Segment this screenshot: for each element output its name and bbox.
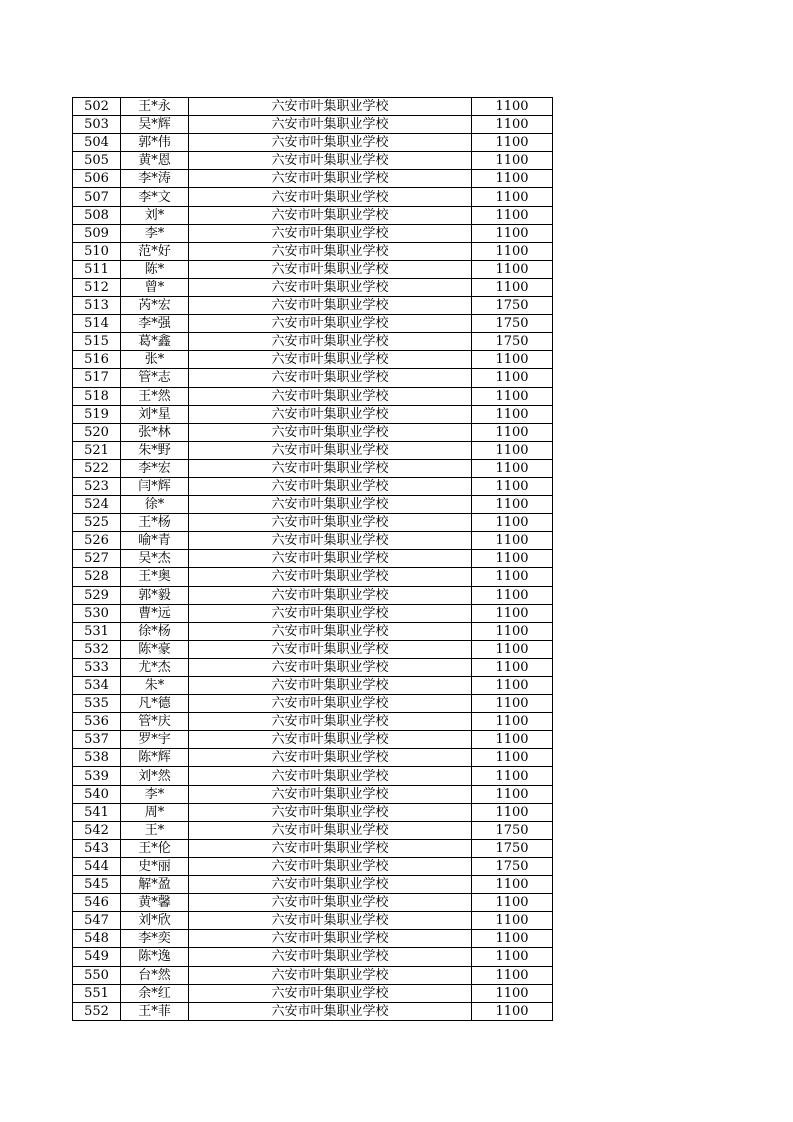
school-name-cell: 六安市叶集职业学校 — [189, 369, 472, 387]
row-number-cell: 543 — [73, 839, 121, 857]
student-name-cell: 吴*辉 — [121, 116, 189, 134]
amount-cell: 1100 — [472, 532, 553, 550]
table-row — [73, 695, 553, 713]
table-row — [73, 224, 553, 242]
school-name-cell: 六安市叶集职业学校 — [189, 876, 472, 894]
table-row — [73, 857, 553, 875]
amount-cell: 1100 — [472, 713, 553, 731]
table-row — [73, 1002, 553, 1020]
row-number-cell: 541 — [73, 803, 121, 821]
table-row — [73, 568, 553, 586]
school-name-cell: 六安市叶集职业学校 — [189, 224, 472, 242]
row-number-cell: 506 — [73, 170, 121, 188]
student-name-cell: 王*奥 — [121, 568, 189, 586]
amount-cell: 1100 — [472, 948, 553, 966]
student-name-cell: 史*丽 — [121, 857, 189, 875]
row-number-cell: 508 — [73, 206, 121, 224]
school-name-cell: 六安市叶集职业学校 — [189, 297, 472, 315]
school-name-cell: 六安市叶集职业学校 — [189, 677, 472, 695]
row-number-cell: 509 — [73, 224, 121, 242]
table-row — [73, 966, 553, 984]
school-name-cell: 六安市叶集职业学校 — [189, 984, 472, 1002]
student-name-cell: 徐* — [121, 496, 189, 514]
table-row — [73, 640, 553, 658]
student-name-cell: 刘*然 — [121, 767, 189, 785]
row-number-cell: 528 — [73, 568, 121, 586]
student-name-cell: 管*庆 — [121, 713, 189, 731]
school-name-cell: 六安市叶集职业学校 — [189, 405, 472, 423]
amount-cell: 1100 — [472, 604, 553, 622]
school-name-cell: 六安市叶集职业学校 — [189, 767, 472, 785]
row-number-cell: 540 — [73, 785, 121, 803]
row-number-cell: 535 — [73, 695, 121, 713]
table-row — [73, 351, 553, 369]
row-number-cell: 531 — [73, 622, 121, 640]
school-name-cell: 六安市叶集职业学校 — [189, 278, 472, 296]
table-row — [73, 188, 553, 206]
table-row — [73, 387, 553, 405]
table-row — [73, 423, 553, 441]
school-name-cell: 六安市叶集职业学校 — [189, 188, 472, 206]
student-name-cell: 刘*星 — [121, 405, 189, 423]
school-name-cell: 六安市叶集职业学校 — [189, 568, 472, 586]
school-name-cell: 六安市叶集职业学校 — [189, 514, 472, 532]
row-number-cell: 513 — [73, 297, 121, 315]
amount-cell: 1100 — [472, 731, 553, 749]
school-name-cell: 六安市叶集职业学校 — [189, 731, 472, 749]
student-name-cell: 王*然 — [121, 387, 189, 405]
row-number-cell: 539 — [73, 767, 121, 785]
student-name-cell: 李*宏 — [121, 459, 189, 477]
student-name-cell: 陈*豪 — [121, 640, 189, 658]
school-name-cell: 六安市叶集职业学校 — [189, 206, 472, 224]
student-name-cell: 刘* — [121, 206, 189, 224]
row-number-cell: 537 — [73, 731, 121, 749]
student-name-cell: 王* — [121, 821, 189, 839]
amount-cell: 1100 — [472, 152, 553, 170]
table-row — [73, 622, 553, 640]
student-name-cell: 李* — [121, 785, 189, 803]
amount-cell: 1100 — [472, 387, 553, 405]
student-name-cell: 朱*野 — [121, 441, 189, 459]
table-row — [73, 821, 553, 839]
amount-cell: 1100 — [472, 749, 553, 767]
row-number-cell: 510 — [73, 242, 121, 260]
table-row — [73, 984, 553, 1002]
amount-cell: 1100 — [472, 568, 553, 586]
row-number-cell: 533 — [73, 658, 121, 676]
table-row — [73, 242, 553, 260]
student-name-cell: 刘*欣 — [121, 912, 189, 930]
student-name-cell: 范*好 — [121, 242, 189, 260]
row-number-cell: 536 — [73, 713, 121, 731]
school-name-cell: 六安市叶集职业学校 — [189, 966, 472, 984]
row-number-cell: 517 — [73, 369, 121, 387]
amount-cell: 1100 — [472, 496, 553, 514]
school-name-cell: 六安市叶集职业学校 — [189, 242, 472, 260]
amount-cell: 1750 — [472, 839, 553, 857]
amount-cell: 1100 — [472, 894, 553, 912]
amount-cell: 1100 — [472, 966, 553, 984]
row-number-cell: 502 — [73, 98, 121, 116]
row-number-cell: 504 — [73, 134, 121, 152]
student-name-cell: 周* — [121, 803, 189, 821]
student-name-cell: 尤*杰 — [121, 658, 189, 676]
student-name-cell: 吴*杰 — [121, 550, 189, 568]
school-name-cell: 六安市叶集职业学校 — [189, 912, 472, 930]
row-number-cell: 519 — [73, 405, 121, 423]
school-name-cell: 六安市叶集职业学校 — [189, 170, 472, 188]
student-name-cell: 徐*杨 — [121, 622, 189, 640]
amount-cell: 1100 — [472, 984, 553, 1002]
amount-cell: 1100 — [472, 803, 553, 821]
student-name-cell: 喻*青 — [121, 532, 189, 550]
amount-cell: 1750 — [472, 297, 553, 315]
student-name-cell: 台*然 — [121, 966, 189, 984]
student-name-cell: 闫*辉 — [121, 477, 189, 495]
table-row — [73, 297, 553, 315]
amount-cell: 1100 — [472, 785, 553, 803]
row-number-cell: 532 — [73, 640, 121, 658]
row-number-cell: 544 — [73, 857, 121, 875]
table-row — [73, 459, 553, 477]
school-name-cell: 六安市叶集职业学校 — [189, 423, 472, 441]
row-number-cell: 542 — [73, 821, 121, 839]
row-number-cell: 550 — [73, 966, 121, 984]
student-name-cell: 黄*恩 — [121, 152, 189, 170]
school-name-cell: 六安市叶集职业学校 — [189, 532, 472, 550]
student-name-cell: 王*菲 — [121, 1002, 189, 1020]
amount-cell: 1100 — [472, 260, 553, 278]
student-name-cell: 曹*远 — [121, 604, 189, 622]
school-name-cell: 六安市叶集职业学校 — [189, 622, 472, 640]
roster-body — [73, 98, 553, 1021]
table-row — [73, 477, 553, 495]
table-row — [73, 369, 553, 387]
amount-cell: 1100 — [472, 912, 553, 930]
row-number-cell: 525 — [73, 514, 121, 532]
row-number-cell: 547 — [73, 912, 121, 930]
amount-cell: 1100 — [472, 640, 553, 658]
school-name-cell: 六安市叶集职业学校 — [189, 695, 472, 713]
table-row — [73, 532, 553, 550]
table-row — [73, 441, 553, 459]
row-number-cell: 551 — [73, 984, 121, 1002]
row-number-cell: 503 — [73, 116, 121, 134]
school-name-cell: 六安市叶集职业学校 — [189, 785, 472, 803]
student-name-cell: 李*奕 — [121, 930, 189, 948]
table-row — [73, 749, 553, 767]
amount-cell: 1100 — [472, 477, 553, 495]
table-row — [73, 839, 553, 857]
school-name-cell: 六安市叶集职业学校 — [189, 351, 472, 369]
student-name-cell: 曾* — [121, 278, 189, 296]
student-name-cell: 王*永 — [121, 98, 189, 116]
amount-cell: 1100 — [472, 930, 553, 948]
row-number-cell: 529 — [73, 586, 121, 604]
table-row — [73, 767, 553, 785]
school-name-cell: 六安市叶集职业学校 — [189, 749, 472, 767]
amount-cell: 1100 — [472, 677, 553, 695]
table-row — [73, 785, 553, 803]
amount-cell: 1100 — [472, 351, 553, 369]
school-name-cell: 六安市叶集职业学校 — [189, 550, 472, 568]
school-name-cell: 六安市叶集职业学校 — [189, 315, 472, 333]
row-number-cell: 505 — [73, 152, 121, 170]
school-name-cell: 六安市叶集职业学校 — [189, 333, 472, 351]
amount-cell: 1100 — [472, 767, 553, 785]
amount-cell: 1100 — [472, 170, 553, 188]
table-row — [73, 713, 553, 731]
student-name-cell: 李*强 — [121, 315, 189, 333]
row-number-cell: 518 — [73, 387, 121, 405]
amount-cell: 1100 — [472, 586, 553, 604]
amount-cell: 1100 — [472, 116, 553, 134]
table-row — [73, 586, 553, 604]
school-name-cell: 六安市叶集职业学校 — [189, 152, 472, 170]
table-row — [73, 260, 553, 278]
table-row — [73, 405, 553, 423]
table-row — [73, 930, 553, 948]
row-number-cell: 552 — [73, 1002, 121, 1020]
school-name-cell: 六安市叶集职业学校 — [189, 821, 472, 839]
table-row — [73, 206, 553, 224]
student-name-cell: 陈* — [121, 260, 189, 278]
student-name-cell: 凡*德 — [121, 695, 189, 713]
school-name-cell: 六安市叶集职业学校 — [189, 713, 472, 731]
school-name-cell: 六安市叶集职业学校 — [189, 604, 472, 622]
school-name-cell: 六安市叶集职业学校 — [189, 658, 472, 676]
student-name-cell: 余*红 — [121, 984, 189, 1002]
row-number-cell: 530 — [73, 604, 121, 622]
table-row — [73, 152, 553, 170]
row-number-cell: 522 — [73, 459, 121, 477]
table-row — [73, 876, 553, 894]
amount-cell: 1100 — [472, 224, 553, 242]
table-row — [73, 948, 553, 966]
amount-cell: 1100 — [472, 550, 553, 568]
amount-cell: 1100 — [472, 1002, 553, 1020]
student-name-cell: 陈*逸 — [121, 948, 189, 966]
table-row — [73, 550, 553, 568]
student-name-cell: 解*盈 — [121, 876, 189, 894]
row-number-cell: 516 — [73, 351, 121, 369]
row-number-cell: 521 — [73, 441, 121, 459]
student-name-cell: 黄*馨 — [121, 894, 189, 912]
row-number-cell: 524 — [73, 496, 121, 514]
student-name-cell: 葛*鑫 — [121, 333, 189, 351]
table-row — [73, 170, 553, 188]
table-row — [73, 658, 553, 676]
student-name-cell: 李*涛 — [121, 170, 189, 188]
amount-cell: 1100 — [472, 134, 553, 152]
table-row — [73, 496, 553, 514]
amount-cell: 1100 — [472, 405, 553, 423]
student-name-cell: 郭*毅 — [121, 586, 189, 604]
table-row — [73, 912, 553, 930]
school-name-cell: 六安市叶集职业学校 — [189, 496, 472, 514]
row-number-cell: 527 — [73, 550, 121, 568]
table-row — [73, 803, 553, 821]
table-row — [73, 278, 553, 296]
amount-cell: 1100 — [472, 514, 553, 532]
amount-cell: 1100 — [472, 423, 553, 441]
school-name-cell: 六安市叶集职业学校 — [189, 459, 472, 477]
amount-cell: 1100 — [472, 188, 553, 206]
amount-cell: 1100 — [472, 622, 553, 640]
row-number-cell: 545 — [73, 876, 121, 894]
table-row — [73, 134, 553, 152]
amount-cell: 1100 — [472, 98, 553, 116]
school-name-cell: 六安市叶集职业学校 — [189, 640, 472, 658]
row-number-cell: 520 — [73, 423, 121, 441]
table-row — [73, 604, 553, 622]
row-number-cell: 548 — [73, 930, 121, 948]
table-row — [73, 98, 553, 116]
row-number-cell: 514 — [73, 315, 121, 333]
row-number-cell: 526 — [73, 532, 121, 550]
row-number-cell: 512 — [73, 278, 121, 296]
row-number-cell: 546 — [73, 894, 121, 912]
student-name-cell: 芮*宏 — [121, 297, 189, 315]
student-name-cell: 李*文 — [121, 188, 189, 206]
row-number-cell: 523 — [73, 477, 121, 495]
table-row — [73, 677, 553, 695]
student-name-cell: 朱* — [121, 677, 189, 695]
student-name-cell: 李* — [121, 224, 189, 242]
amount-cell: 1750 — [472, 333, 553, 351]
amount-cell: 1100 — [472, 876, 553, 894]
table-row — [73, 315, 553, 333]
school-name-cell: 六安市叶集职业学校 — [189, 387, 472, 405]
student-name-cell: 张*林 — [121, 423, 189, 441]
student-name-cell: 罗*宇 — [121, 731, 189, 749]
student-name-cell: 张* — [121, 351, 189, 369]
amount-cell: 1100 — [472, 441, 553, 459]
amount-cell: 1750 — [472, 315, 553, 333]
student-name-cell: 王*伦 — [121, 839, 189, 857]
student-name-cell: 陈*辉 — [121, 749, 189, 767]
row-number-cell: 538 — [73, 749, 121, 767]
school-name-cell: 六安市叶集职业学校 — [189, 948, 472, 966]
table-row — [73, 116, 553, 134]
amount-cell: 1100 — [472, 459, 553, 477]
amount-cell: 1100 — [472, 242, 553, 260]
school-name-cell: 六安市叶集职业学校 — [189, 260, 472, 278]
amount-cell: 1750 — [472, 821, 553, 839]
amount-cell: 1750 — [472, 857, 553, 875]
amount-cell: 1100 — [472, 278, 553, 296]
table-row — [73, 514, 553, 532]
student-name-cell: 郭*伟 — [121, 134, 189, 152]
table-row — [73, 333, 553, 351]
amount-cell: 1100 — [472, 658, 553, 676]
row-number-cell: 549 — [73, 948, 121, 966]
student-name-cell: 管*志 — [121, 369, 189, 387]
table-row — [73, 894, 553, 912]
amount-cell: 1100 — [472, 695, 553, 713]
school-name-cell: 六安市叶集职业学校 — [189, 839, 472, 857]
school-name-cell: 六安市叶集职业学校 — [189, 441, 472, 459]
school-name-cell: 六安市叶集职业学校 — [189, 586, 472, 604]
school-name-cell: 六安市叶集职业学校 — [189, 116, 472, 134]
school-name-cell: 六安市叶集职业学校 — [189, 98, 472, 116]
roster-table — [72, 97, 553, 1021]
school-name-cell: 六安市叶集职业学校 — [189, 477, 472, 495]
school-name-cell: 六安市叶集职业学校 — [189, 1002, 472, 1020]
student-name-cell: 王*杨 — [121, 514, 189, 532]
row-number-cell: 507 — [73, 188, 121, 206]
table-row — [73, 731, 553, 749]
school-name-cell: 六安市叶集职业学校 — [189, 857, 472, 875]
school-name-cell: 六安市叶集职业学校 — [189, 803, 472, 821]
amount-cell: 1100 — [472, 369, 553, 387]
school-name-cell: 六安市叶集职业学校 — [189, 894, 472, 912]
school-name-cell: 六安市叶集职业学校 — [189, 134, 472, 152]
row-number-cell: 511 — [73, 260, 121, 278]
school-name-cell: 六安市叶集职业学校 — [189, 930, 472, 948]
amount-cell: 1100 — [472, 206, 553, 224]
row-number-cell: 534 — [73, 677, 121, 695]
row-number-cell: 515 — [73, 333, 121, 351]
